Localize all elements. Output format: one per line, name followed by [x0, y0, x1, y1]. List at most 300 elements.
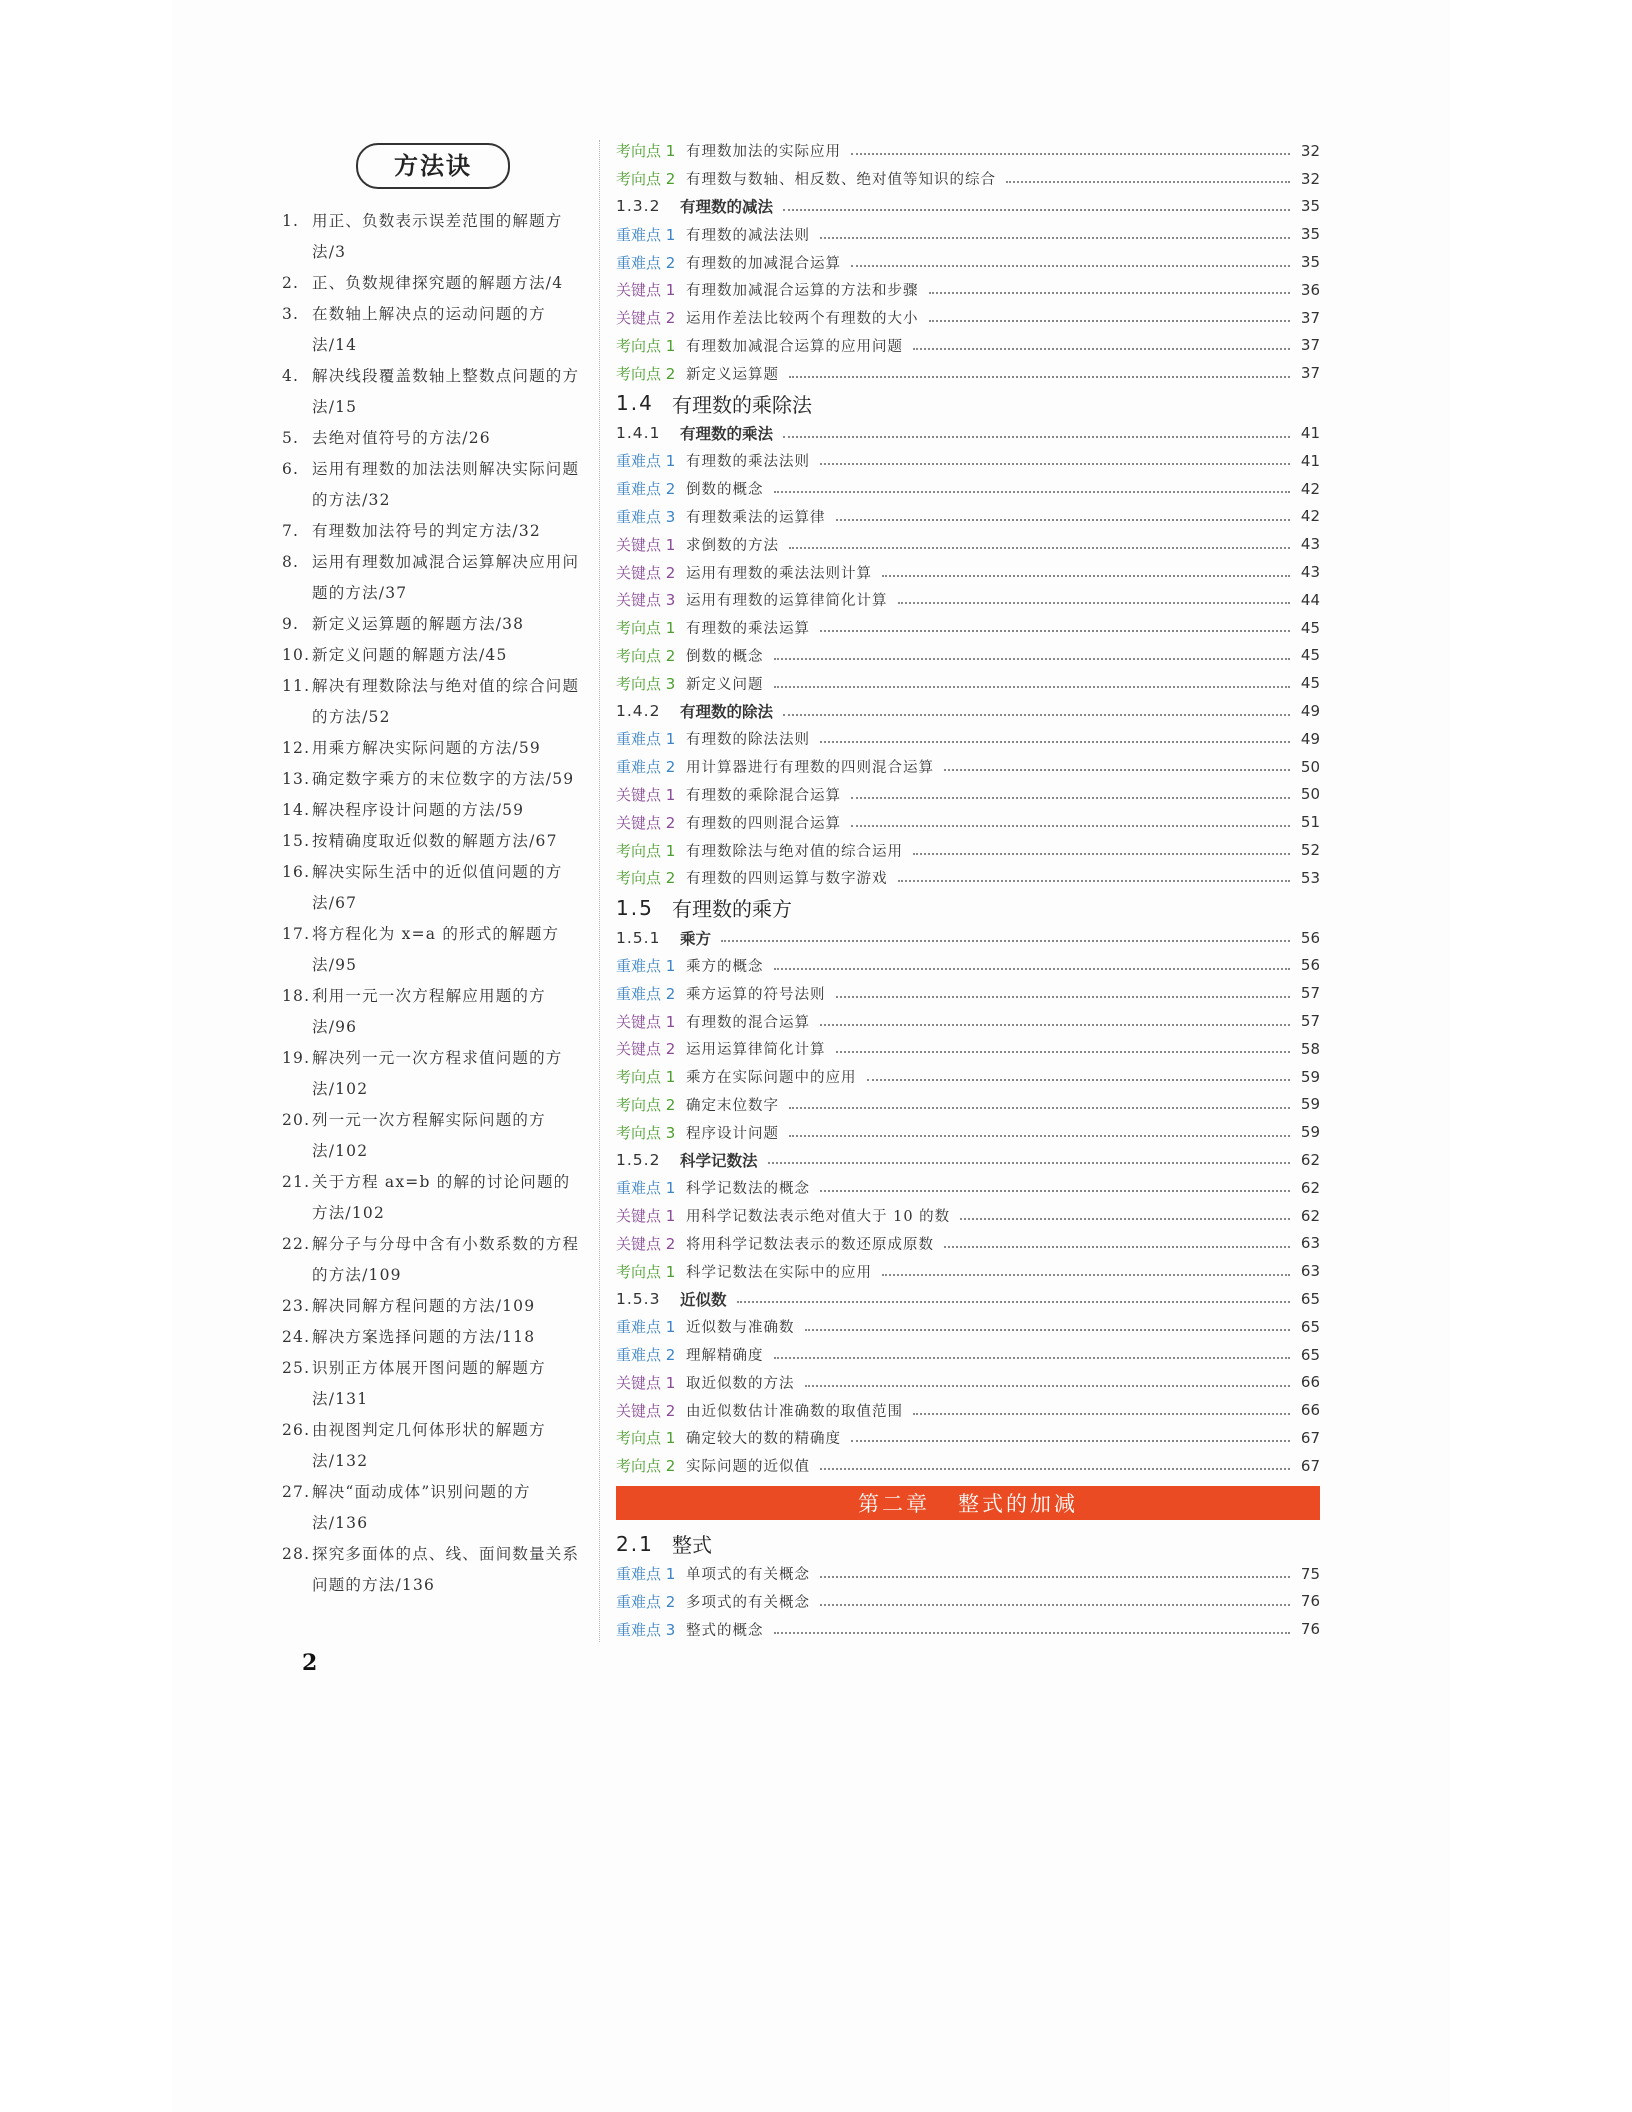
subsection-number: 1.5.1	[616, 928, 661, 947]
toc-entry-page: 57	[1300, 1012, 1320, 1030]
toc-entry-title: 整式的概念	[686, 1622, 764, 1639]
toc-entry-title: 有理数加减混合运算的应用问题	[686, 338, 903, 355]
toc-entry-page: 76	[1300, 1592, 1320, 1611]
method-item-number: 26.	[282, 1421, 311, 1439]
method-item	[282, 671, 582, 733]
dot-leader	[913, 347, 1290, 350]
toc-entry-page: 44	[1300, 590, 1320, 609]
toc-entry-tag: 考向点 1	[616, 841, 676, 860]
method-item-number: 23.	[282, 1297, 311, 1315]
subsection-number: 1.5.2	[616, 1150, 661, 1169]
method-item-number: 11.	[282, 677, 311, 695]
subsection-page: 49	[1300, 702, 1320, 721]
method-item-text: 解决方案选择问题的方法/118	[312, 1328, 536, 1346]
dot-leader	[836, 995, 1291, 998]
method-item-number: 14.	[282, 801, 311, 819]
method-item	[282, 268, 582, 299]
method-item-number: 18.	[282, 987, 311, 1005]
toc-subsection[interactable]	[616, 193, 1320, 221]
chapter-banner[interactable]	[616, 1486, 1320, 1520]
dot-leader	[882, 1273, 1290, 1276]
toc-entry-title: 求倒数的方法	[686, 537, 779, 554]
subsection-page: 35	[1300, 197, 1320, 216]
method-item-number: 20.	[282, 1111, 311, 1129]
method-item-number: 9.	[282, 615, 300, 633]
toc-entry-tag: 重难点 1	[616, 1565, 676, 1584]
method-badge: 方法诀	[356, 143, 510, 189]
toc-entry[interactable]	[616, 1313, 1320, 1341]
method-item-number: 13.	[282, 770, 311, 788]
column-divider	[599, 140, 600, 1642]
toc-entry-tag: 重难点 1	[616, 225, 676, 244]
toc-entry-title: 实际问题的近似值	[686, 1459, 810, 1476]
toc-entry-title: 科学记数法的概念	[686, 1181, 810, 1198]
subsection-page: 62	[1300, 1150, 1320, 1169]
method-item	[282, 206, 582, 268]
toc-entry[interactable]	[616, 248, 1320, 276]
toc-entry-title: 由近似数估计准确数的取值范围	[686, 1403, 903, 1420]
dot-leader	[820, 1023, 1290, 1026]
toc-entry[interactable]	[616, 530, 1320, 558]
dot-leader	[836, 518, 1291, 521]
toc-entry-page: 42	[1300, 479, 1320, 498]
dot-leader	[721, 939, 1290, 942]
dot-leader	[805, 1384, 1291, 1387]
toc-entry-title: 有理数乘法的运算律	[686, 509, 826, 526]
toc-entry[interactable]	[616, 1257, 1320, 1285]
toc-entry[interactable]	[616, 1174, 1320, 1202]
toc-entry-tag: 关键点 1	[616, 1373, 676, 1392]
dot-leader	[944, 1245, 1290, 1248]
method-item-text: 解决程序设计问题的方法/59	[312, 801, 525, 819]
dot-leader	[774, 1631, 1291, 1634]
toc-entry-page: 50	[1300, 757, 1320, 776]
method-item	[282, 454, 582, 516]
toc-entry[interactable]	[616, 864, 1320, 892]
toc-subsection[interactable]	[616, 1146, 1320, 1174]
toc-section-heading[interactable]	[616, 1528, 1320, 1560]
toc-entry-title: 倒数的概念	[686, 482, 764, 499]
toc-entry-page: 37	[1300, 336, 1320, 355]
toc-entry-tag: 重难点 2	[616, 1346, 676, 1365]
toc-entry-title: 有理数加法的实际应用	[686, 144, 841, 161]
dot-leader	[898, 601, 1291, 604]
toc-entry-tag: 重难点 1	[616, 452, 676, 471]
toc-entry-tag: 关键点 1	[616, 1012, 676, 1031]
dot-leader	[898, 879, 1291, 882]
toc-entry-tag: 考向点 2	[616, 1457, 676, 1476]
method-item-number: 17.	[282, 925, 311, 943]
toc-subsection[interactable]	[616, 924, 1320, 952]
dot-leader	[960, 1217, 1290, 1220]
toc-entry-page: 36	[1300, 280, 1320, 299]
method-item-text: 探究多面体的点、线、面间数量关系问题的方法/136	[312, 1545, 580, 1594]
toc-entry[interactable]	[616, 1229, 1320, 1257]
toc-entry-page: 57	[1300, 984, 1320, 1003]
dot-leader	[805, 1328, 1291, 1331]
toc-entry[interactable]	[616, 836, 1320, 864]
method-item	[282, 1539, 582, 1601]
dot-leader	[783, 713, 1290, 716]
section-number: 1.5	[616, 895, 654, 920]
method-item-number: 24.	[282, 1328, 311, 1346]
toc-entry[interactable]	[616, 503, 1320, 531]
method-item	[282, 609, 582, 640]
method-item	[282, 1167, 582, 1229]
toc-entry[interactable]	[616, 725, 1320, 753]
method-item-text: 解决线段覆盖数轴上整数点问题的方法/15	[312, 367, 580, 416]
dot-leader	[851, 824, 1290, 827]
toc-entry-page: 67	[1300, 1428, 1320, 1447]
toc-entry[interactable]	[616, 1118, 1320, 1146]
toc-entry[interactable]	[616, 1424, 1320, 1452]
toc-entry-page: 66	[1300, 1401, 1320, 1420]
toc-entry-page: 59	[1300, 1123, 1320, 1142]
dot-leader	[882, 574, 1290, 577]
toc-entry-title: 近似数与准确数	[686, 1320, 795, 1337]
toc-entry-tag: 考向点 1	[616, 336, 676, 355]
toc-entry-title: 用科学记数法表示绝对值大于 10 的数	[686, 1209, 951, 1226]
method-item-text: 在数轴上解决点的运动问题的方法/14	[312, 305, 546, 354]
toc-entry-title: 有理数的乘法运算	[686, 621, 810, 638]
method-item-number: 21.	[282, 1173, 311, 1191]
section-title: 整式	[672, 1533, 712, 1558]
subsection-title: 有理数的乘法	[680, 425, 774, 444]
dot-leader	[851, 1439, 1290, 1442]
table-of-contents	[616, 137, 1320, 1643]
method-item	[282, 733, 582, 764]
dot-leader	[768, 1161, 1290, 1164]
subsection-title: 近似数	[680, 1290, 727, 1309]
toc-entry[interactable]	[616, 642, 1320, 670]
dot-leader	[789, 1106, 1290, 1109]
toc-entry-page: 67	[1300, 1456, 1320, 1475]
subsection-title: 有理数的减法	[680, 198, 774, 217]
toc-entry-title: 单项式的有关概念	[686, 1567, 810, 1584]
method-item-number: 3.	[282, 305, 300, 323]
toc-entry[interactable]	[616, 137, 1320, 165]
toc-entry-page: 62	[1300, 1178, 1320, 1197]
toc-entry-page: 56	[1300, 956, 1320, 975]
dot-leader	[820, 1603, 1290, 1606]
toc-entry-tag: 考向点 2	[616, 170, 676, 189]
toc-entry-page: 32	[1300, 141, 1320, 160]
toc-entry-title: 运用作差法比较两个有理数的大小	[686, 311, 919, 328]
method-item-text: 运用有理数的加法法则解决实际问题的方法/32	[312, 460, 580, 509]
chapter-title: 整式的加减	[958, 1491, 1078, 1516]
toc-entry[interactable]	[616, 979, 1320, 1007]
toc-entry-tag: 重难点 2	[616, 984, 676, 1003]
toc-entry[interactable]	[616, 1063, 1320, 1091]
toc-entry-title: 有理数的乘法法则	[686, 454, 810, 471]
method-item-text: 用乘方解决实际问题的方法/59	[312, 739, 541, 757]
toc-entry-title: 将用科学记数法表示的数还原成原数	[686, 1236, 934, 1253]
toc-entry-title: 科学记数法在实际中的应用	[686, 1264, 872, 1281]
toc-entry[interactable]	[616, 165, 1320, 193]
toc-entry-title: 有理数的四则运算与数字游戏	[686, 871, 888, 888]
toc-entry[interactable]	[616, 614, 1320, 642]
dot-leader	[774, 685, 1291, 688]
toc-entry[interactable]	[616, 1035, 1320, 1063]
page-number: 2	[302, 1650, 318, 1676]
method-item-text: 解决同解方程问题的方法/109	[312, 1297, 536, 1315]
toc-entry-tag: 考向点 3	[616, 674, 676, 693]
toc-entry-page: 43	[1300, 535, 1320, 554]
subsection-title: 科学记数法	[680, 1151, 758, 1170]
toc-entry-tag: 重难点 1	[616, 730, 676, 749]
method-list	[282, 206, 582, 1601]
toc-entry-title: 有理数的乘除混合运算	[686, 787, 841, 804]
subsection-number: 1.4.1	[616, 424, 661, 443]
toc-entry-title: 新定义问题	[686, 676, 764, 693]
method-item	[282, 764, 582, 795]
dot-leader	[783, 208, 1290, 211]
toc-entry-title: 倒数的概念	[686, 648, 764, 665]
toc-entry-title: 有理数的减法法则	[686, 227, 810, 244]
dot-leader	[851, 264, 1290, 267]
subsection-number: 1.5.3	[616, 1289, 661, 1308]
toc-entry-tag: 关键点 1	[616, 281, 676, 300]
toc-entry-tag: 重难点 3	[616, 507, 676, 526]
dot-leader	[867, 1078, 1291, 1081]
method-item-number: 22.	[282, 1235, 311, 1253]
toc-section-heading[interactable]	[616, 387, 1320, 419]
section-number: 2.1	[616, 1531, 654, 1556]
method-item	[282, 547, 582, 609]
toc-entry-title: 新定义运算题	[686, 366, 779, 383]
dot-leader	[836, 1050, 1291, 1053]
toc-entry-tag: 关键点 2	[616, 1234, 676, 1253]
dot-leader	[1006, 180, 1290, 183]
method-item	[282, 640, 582, 671]
dot-leader	[820, 629, 1290, 632]
toc-entry-page: 50	[1300, 785, 1320, 804]
chapter-number: 第二章	[858, 1491, 930, 1516]
toc-subsection[interactable]	[616, 1285, 1320, 1313]
method-item	[282, 981, 582, 1043]
toc-entry[interactable]	[616, 808, 1320, 836]
method-item-text: 按精确度取近似数的解题方法/67	[312, 832, 558, 850]
toc-entry[interactable]	[616, 1202, 1320, 1230]
subsection-number: 1.3.2	[616, 197, 661, 216]
toc-entry-page: 43	[1300, 563, 1320, 582]
method-item-number: 15.	[282, 832, 311, 850]
toc-entry-tag: 重难点 2	[616, 1592, 676, 1611]
toc-entry-tag: 考向点 1	[616, 619, 676, 638]
subsection-page: 65	[1300, 1289, 1320, 1308]
toc-entry-page: 35	[1300, 253, 1320, 272]
toc-entry[interactable]	[616, 586, 1320, 614]
toc-entry-page: 53	[1300, 868, 1320, 887]
toc-entry-tag: 关键点 3	[616, 591, 676, 610]
dot-leader	[774, 490, 1291, 493]
toc-entry-tag: 关键点 2	[616, 1401, 676, 1420]
toc-entry-page: 63	[1300, 1234, 1320, 1253]
toc-entry-page: 59	[1300, 1095, 1320, 1114]
method-item-number: 19.	[282, 1049, 311, 1067]
dot-leader	[913, 1412, 1290, 1415]
method-item-text: 新定义问题的解题方法/45	[312, 646, 508, 664]
toc-entry[interactable]	[616, 1615, 1320, 1643]
toc-entry-tag: 考向点 2	[616, 1095, 676, 1114]
toc-subsection[interactable]	[616, 419, 1320, 447]
method-item-text: 正、负数规律探究题的解题方法/4	[312, 274, 564, 292]
toc-entry-title: 有理数的除法法则	[686, 732, 810, 749]
toc-entry-title: 有理数与数轴、相反数、绝对值等知识的综合	[686, 172, 996, 189]
toc-entry[interactable]	[616, 475, 1320, 503]
method-item-number: 1.	[282, 212, 300, 230]
toc-entry-title: 乘方运算的符号法则	[686, 986, 826, 1003]
method-item	[282, 857, 582, 919]
toc-entry-page: 32	[1300, 169, 1320, 188]
method-item	[282, 516, 582, 547]
dot-leader	[789, 546, 1290, 549]
method-item-number: 7.	[282, 522, 300, 540]
toc-entry-tag: 关键点 1	[616, 785, 676, 804]
toc-entry[interactable]	[616, 1560, 1320, 1588]
method-item-text: 去绝对值符号的方法/26	[312, 429, 491, 447]
toc-section-heading[interactable]	[616, 892, 1320, 924]
toc-entry-title: 确定较大的数的精确度	[686, 1431, 841, 1448]
toc-entry-tag: 考向点 1	[616, 142, 676, 161]
method-item	[282, 1353, 582, 1415]
toc-entry[interactable]	[616, 332, 1320, 360]
method-item	[282, 1415, 582, 1477]
toc-entry-title: 有理数除法与绝对值的综合运用	[686, 843, 903, 860]
toc-entry-title: 运用运算律简化计算	[686, 1042, 826, 1059]
method-item-number: 28.	[282, 1545, 311, 1563]
subsection-title: 乘方	[680, 929, 712, 948]
dot-leader	[820, 1467, 1290, 1470]
toc-entry-tag: 考向点 1	[616, 1068, 676, 1087]
method-item-text: 列一元一次方程解实际问题的方法/102	[312, 1111, 546, 1160]
dot-leader	[820, 1189, 1290, 1192]
method-item-text: 有理数加法符号的判定方法/32	[312, 522, 541, 540]
toc-entry[interactable]	[616, 276, 1320, 304]
method-item	[282, 1043, 582, 1105]
toc-entry-title: 有理数加减混合运算的方法和步骤	[686, 283, 919, 300]
toc-entry-tag: 关键点 2	[616, 563, 676, 582]
toc-entry[interactable]	[616, 304, 1320, 332]
toc-entry[interactable]	[616, 1452, 1320, 1480]
toc-entry-tag: 关键点 2	[616, 813, 676, 832]
toc-entry-page: 65	[1300, 1345, 1320, 1364]
toc-entry-page: 52	[1300, 841, 1320, 860]
dot-leader	[929, 319, 1291, 322]
toc-entry[interactable]	[616, 1091, 1320, 1119]
toc-entry[interactable]	[616, 1396, 1320, 1424]
method-item	[282, 826, 582, 857]
dot-leader	[944, 768, 1290, 771]
dot-leader	[913, 852, 1290, 855]
subsection-page: 56	[1300, 928, 1320, 947]
dot-leader	[774, 1356, 1291, 1359]
method-item	[282, 1291, 582, 1322]
toc-entry-page: 66	[1300, 1373, 1320, 1392]
method-item-text: 确定数字乘方的末位数字的方法/59	[312, 770, 575, 788]
section-number: 1.4	[616, 391, 654, 416]
toc-entry-tag: 关键点 2	[616, 309, 676, 328]
toc-entry-tag: 重难点 2	[616, 480, 676, 499]
method-item-number: 10.	[282, 646, 311, 664]
method-item-text: 识别正方体展开图问题的解题方法/131	[312, 1359, 546, 1408]
toc-entry[interactable]	[616, 1341, 1320, 1369]
subsection-title: 有理数的除法	[680, 703, 774, 722]
toc-entry-page: 45	[1300, 646, 1320, 665]
toc-subsection[interactable]	[616, 697, 1320, 725]
toc-entry[interactable]	[616, 220, 1320, 248]
toc-entry-tag: 考向点 2	[616, 364, 676, 383]
method-item	[282, 795, 582, 826]
toc-entry-page: 37	[1300, 308, 1320, 327]
toc-entry-page: 35	[1300, 225, 1320, 244]
toc-entry-tag: 考向点 2	[616, 646, 676, 665]
dot-leader	[774, 657, 1291, 660]
toc-entry-page: 63	[1300, 1262, 1320, 1281]
section-title: 有理数的乘方	[672, 897, 792, 922]
dot-leader	[929, 291, 1291, 294]
toc-entry-tag: 关键点 1	[616, 535, 676, 554]
method-item	[282, 361, 582, 423]
method-item	[282, 1105, 582, 1167]
toc-entry-page: 51	[1300, 813, 1320, 832]
method-item	[282, 1229, 582, 1291]
method-item-text: 解决实际生活中的近似值问题的方法/67	[312, 863, 563, 912]
toc-entry-page: 58	[1300, 1039, 1320, 1058]
method-item-text: 将方程化为 x=a 的形式的解题方法/95	[312, 925, 560, 974]
toc-entry[interactable]	[616, 669, 1320, 697]
toc-entry-title: 确定末位数字	[686, 1097, 779, 1114]
toc-entry-title: 多项式的有关概念	[686, 1594, 810, 1611]
toc-entry[interactable]	[616, 952, 1320, 980]
toc-entry-tag: 关键点 1	[616, 1207, 676, 1226]
toc-entry-tag: 考向点 3	[616, 1123, 676, 1142]
method-item	[282, 1322, 582, 1353]
dot-leader	[820, 1575, 1290, 1578]
dot-leader	[851, 152, 1290, 155]
toc-entry-title: 程序设计问题	[686, 1125, 779, 1142]
method-item-text: 解决列一元一次方程求值问题的方法/102	[312, 1049, 563, 1098]
method-item-text: 关于方程 ax=b 的解的讨论问题的方法/102	[312, 1173, 571, 1222]
method-item	[282, 919, 582, 981]
method-item-text: 新定义运算题的解题方法/38	[312, 615, 525, 633]
toc-entry[interactable]	[616, 781, 1320, 809]
toc-entry-page: 45	[1300, 618, 1320, 637]
toc-entry-title: 有理数的混合运算	[686, 1014, 810, 1031]
toc-entry[interactable]	[616, 558, 1320, 586]
method-item-number: 25.	[282, 1359, 311, 1377]
method-item-number: 16.	[282, 863, 311, 881]
toc-entry[interactable]	[616, 359, 1320, 387]
toc-entry-title: 乘方在实际问题中的应用	[686, 1070, 857, 1087]
method-item	[282, 423, 582, 454]
toc-entry-title: 有理数的四则混合运算	[686, 815, 841, 832]
toc-entry-tag: 重难点 1	[616, 1318, 676, 1337]
toc-entry-page: 76	[1300, 1620, 1320, 1639]
section-title: 有理数的乘除法	[672, 392, 812, 417]
toc-entry-tag: 重难点 2	[616, 758, 676, 777]
toc-entry[interactable]	[616, 1007, 1320, 1035]
subsection-page: 41	[1300, 424, 1320, 443]
toc-entry-title: 理解精确度	[686, 1348, 764, 1365]
toc-entry[interactable]	[616, 753, 1320, 781]
toc-entry[interactable]	[616, 1587, 1320, 1615]
method-item-text: 解决有理数除法与绝对值的综合问题的方法/52	[312, 677, 580, 726]
toc-entry-title: 运用有理数的运算律简化计算	[686, 593, 888, 610]
toc-entry[interactable]	[616, 1368, 1320, 1396]
toc-entry-tag: 考向点 2	[616, 869, 676, 888]
toc-entry[interactable]	[616, 447, 1320, 475]
